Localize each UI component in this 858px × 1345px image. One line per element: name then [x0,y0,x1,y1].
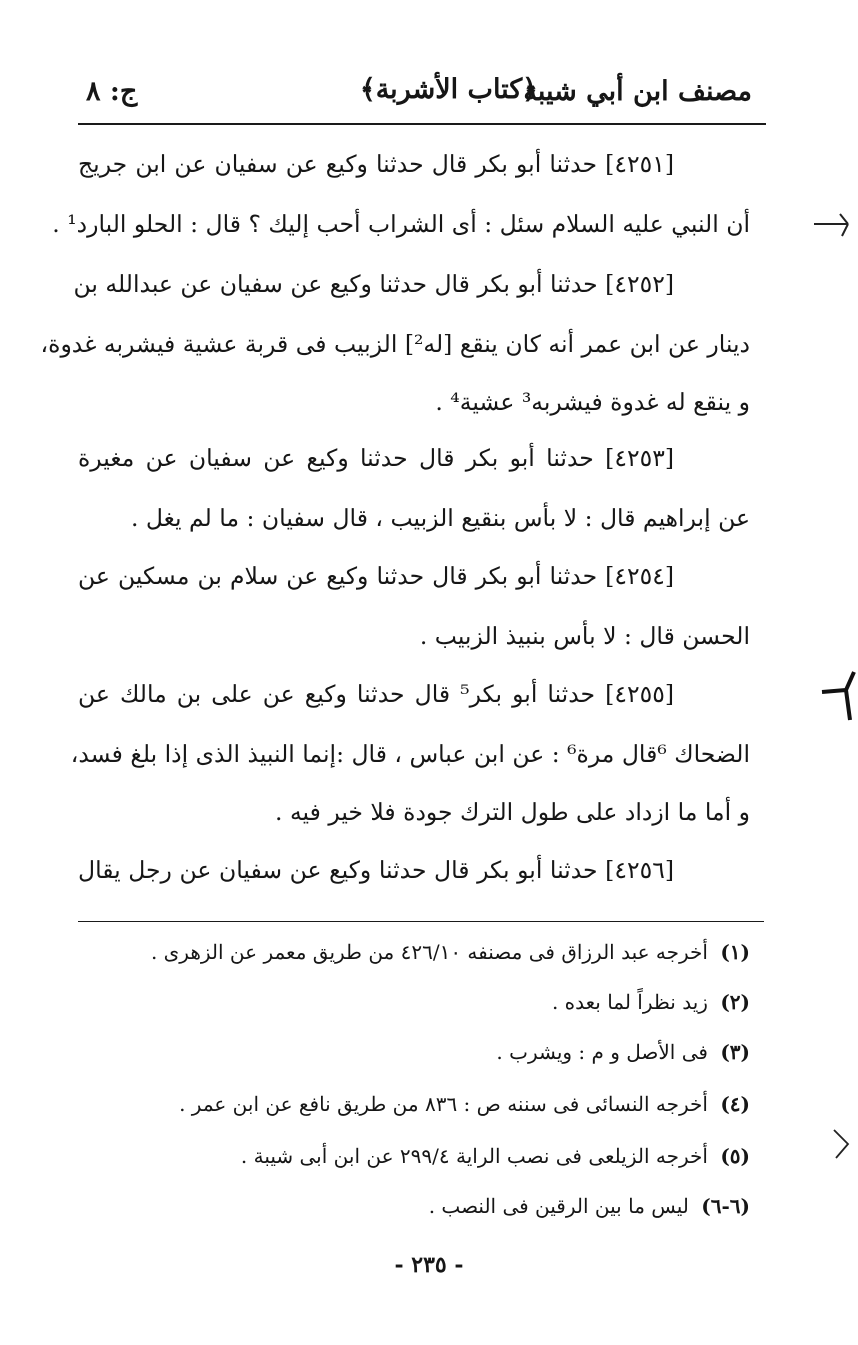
hadith-4255-line-1: [٤٢٥٥] حدثنا أبو بكر⁵ قال حدثنا وكيع عن على بن مالك عن [78,680,674,708]
hadith-4252-line-2: دينار عن ابن عمر أنه كان ينقع [له²] الزبيب فى قربة عشية فيشربه غدوة، [40,330,750,358]
hadith-4251-line-1: [٤٢٥١] حدثنا أبو بكر قال حدثنا وكيع عن سفيان عن ابن جريج [78,150,674,178]
footnote-rule [78,921,764,922]
page-number: - ٢٣٥ - [394,1252,464,1278]
footnote-number: (٣) [720,1040,750,1064]
margin-tick-mark [830,1126,854,1162]
footnote-6 [429,1194,750,1218]
hadith-4254-line-2: الحسن قال : لا بأس بنبيذ الزبيب . [419,622,750,650]
footnote-number: (٤) [720,1092,750,1116]
hadith-4255-line-3: و أما ما ازداد على طول الترك جودة فلا خير فيه . [275,798,750,826]
margin-tick-mark [820,668,856,724]
hadith-4253-line-1: [٤٢٥٣] حدثنا أبو بكر قال حدثنا وكيع عن سفيان عن مغيرة [78,444,674,472]
footnote-text: أخرجه الزيلعى فى نصب الراية ٢٩٩/٤ عن ابن أبى شيبة . [240,1144,708,1168]
hadith-4251-line-2: أن النبي عليه السلام سئل : أى الشراب أحب إليك ؟ قال : الحلو البارد¹ . [52,210,750,238]
hadith-4256-line-1: [٤٢٥٦] حدثنا أبو بكر قال حدثنا وكيع عن سفيان عن رجل يقال [78,856,674,884]
footnote-1 [151,940,750,964]
footnote-3 [496,1040,750,1064]
footnote-text: أخرجه النسائى فى سننه ص : ٨٣٦ من طريق نافع عن ابن عمر . [179,1092,708,1116]
margin-tick-mark [812,210,852,240]
hadith-4252-line-1: [٤٢٥٢] حدثنا أبو بكر قال حدثنا وكيع عن سفيان عن عبدالله بن [73,270,674,298]
footnote-number: (٥) [720,1144,750,1168]
hadith-4253-line-2: عن إبراهيم قال : لا بأس بنقيع الزبيب ، قال سفيان : ما لم يغل . [130,504,750,532]
hadith-4252-line-3: و ينقع له غدوة فيشربه³ عشية⁴ . [435,388,750,416]
footnote-text: ليس ما بين الرقين فى النصب . [428,1194,689,1218]
footnote-number: (٦-٦) [701,1194,750,1218]
volume-label: ج: ٨ [86,76,138,107]
footnote-2 [552,990,750,1014]
hadith-4255-line-2: الضحاك ⁶قال مرة⁶ : عن ابن عباس ، قال :إنما النبيذ الذى إذا بلغ فسد، [70,740,750,768]
footnote-5 [241,1144,750,1168]
footnote-number: (١) [720,940,750,964]
footnote-text: فى الأصل و م : ويشرب . [496,1040,708,1064]
footnote-text: أخرجه عبد الرزاق فى مصنفه ٤٢٦/١٠ من طريق معمر عن الزهرى . [150,940,708,964]
page-header [80,70,766,122]
chapter-title: ﴿كتاب الأشربة﴾ [359,74,538,105]
footnote-text: زيد نظراً لما بعده . [551,990,708,1014]
footnote-number: (٢) [720,990,750,1014]
footnote-4 [179,1092,750,1116]
hadith-4254-line-1: [٤٢٥٤] حدثنا أبو بكر قال حدثنا وكيع عن سلام بن مسكين عن [78,562,674,590]
book-title: مصنف ابن أبي شيبة [523,76,752,107]
header-rule [78,123,766,125]
